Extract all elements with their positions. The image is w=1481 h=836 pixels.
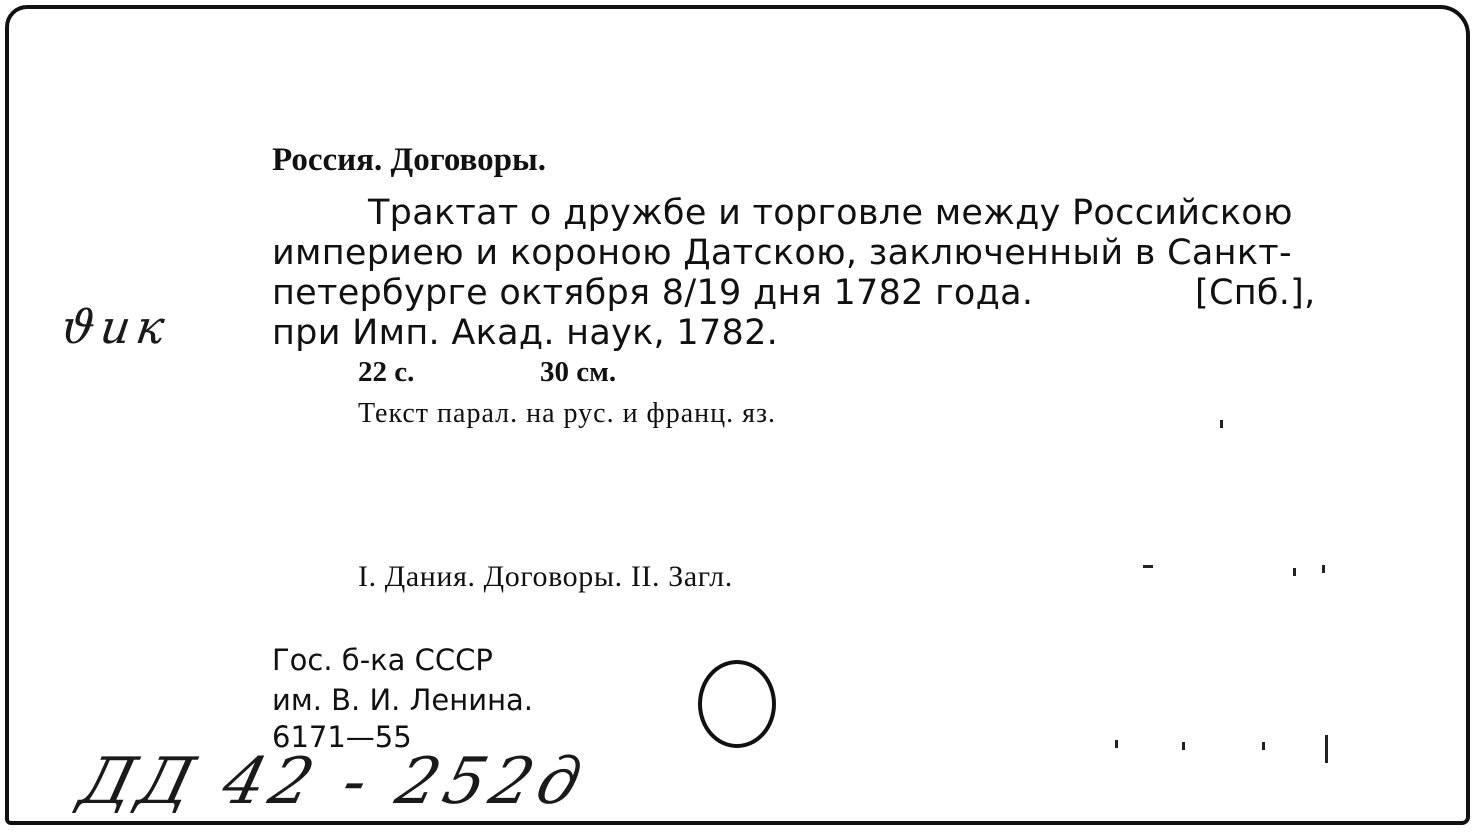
pages-count: 22 с. <box>358 356 415 388</box>
speck-mark <box>1220 420 1223 428</box>
book-size: 30 см. <box>540 356 617 388</box>
speck-mark <box>1293 568 1296 576</box>
title-line-3: петербурге октября 8/19 дня 1782 года. <box>272 273 1034 313</box>
title-line-4: при Имп. Акад. наук, 1782. <box>272 313 779 353</box>
speck-mark <box>1325 735 1328 763</box>
handwritten-mark-left: ϑuк <box>58 300 174 354</box>
subject-tracings: I. Дания. Договоры. II. Загл. <box>358 560 733 593</box>
title-line-1: Трактат о дружбе и торговле между Российскою <box>368 193 1293 233</box>
title-line-2: империею и коронoю Датскою, заключенный в Санкт- <box>272 233 1292 273</box>
punch-hole-icon <box>698 660 776 748</box>
speck-mark <box>1262 742 1265 750</box>
speck-mark <box>1143 565 1153 568</box>
library-line-2: им. В. И. Ленина. <box>272 683 534 717</box>
speck-mark <box>1182 742 1185 750</box>
library-line-1: Гос. б-ка СССР <box>272 643 493 677</box>
speck-mark <box>1115 740 1118 748</box>
handwritten-call-number: ДД 42 - 252д <box>72 745 595 819</box>
library-line-3: 6171—55 <box>272 720 412 754</box>
language-note: Текст парал. на рус. и франц. яз. <box>358 398 777 429</box>
imprint-place: [Спб.], <box>1195 273 1316 313</box>
card-heading: Россия. Договоры. <box>272 142 547 178</box>
speck-mark <box>1322 565 1325 573</box>
